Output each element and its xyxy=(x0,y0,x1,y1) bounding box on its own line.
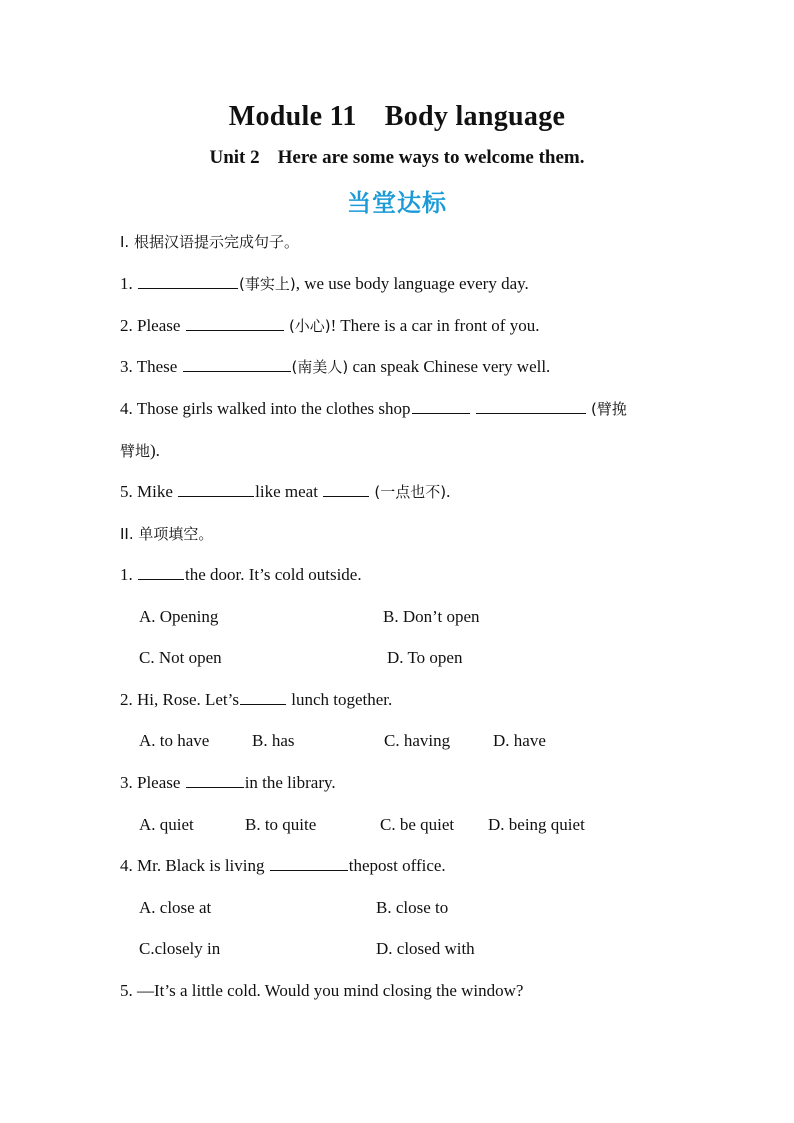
option-a[interactable]: A. close at xyxy=(139,898,212,917)
section1-heading: I. 根据汉语提示完成句子。 xyxy=(120,233,299,251)
option-c[interactable]: C.closely in xyxy=(139,939,221,958)
unit-subtitle xyxy=(0,147,794,169)
module-title: Body language xyxy=(384,101,566,132)
s2-question-1: 1. the door. It’s cold outside. xyxy=(120,565,362,584)
s2-question-5: 5. —It’s a little cold. Would you mind closing the window? xyxy=(120,981,524,1000)
answer-blank[interactable] xyxy=(240,689,286,705)
answer-blank[interactable] xyxy=(476,398,586,414)
option-b[interactable]: B. Don’t open xyxy=(383,607,480,626)
s1-question-1: 1. (事实上), we use body language every day. xyxy=(120,274,529,293)
option-c[interactable]: C. having xyxy=(384,731,451,750)
option-c[interactable]: C. be quiet xyxy=(380,815,455,834)
page-title xyxy=(0,101,794,133)
option-a[interactable]: A. Opening xyxy=(139,607,219,626)
answer-blank[interactable] xyxy=(178,481,254,497)
s1-question-2: 2. Please (小心)! There is a car in front of you. xyxy=(120,316,540,335)
section-banner: 当堂达标 xyxy=(347,189,447,217)
s1-question-4: 4. Those girls walked into the clothes shop (臂挽 xyxy=(120,399,627,418)
answer-blank[interactable] xyxy=(138,564,184,580)
s2-question-3: 3. Please in the library. xyxy=(120,773,336,792)
answer-blank[interactable] xyxy=(183,356,291,372)
answer-blank[interactable] xyxy=(323,481,369,497)
answer-blank[interactable] xyxy=(186,772,244,788)
option-d[interactable]: D. have xyxy=(493,731,546,750)
option-d[interactable]: D. being quiet xyxy=(488,815,585,834)
module-number: Module 11 xyxy=(228,101,357,132)
option-b[interactable]: B. has xyxy=(252,731,295,750)
answer-blank[interactable] xyxy=(270,855,348,871)
answer-blank[interactable] xyxy=(412,398,470,414)
s2-question-2: 2. Hi, Rose. Let’s lunch together. xyxy=(120,690,393,709)
unit-number: Unit 2 xyxy=(209,147,260,168)
s1-question-3: 3. These (南美人) can speak Chinese very well. xyxy=(120,357,551,376)
option-a[interactable]: A. quiet xyxy=(139,815,194,834)
option-d[interactable]: D. To open xyxy=(387,648,463,667)
option-b[interactable]: B. to quite xyxy=(245,815,317,834)
option-a[interactable]: A. to have xyxy=(139,731,210,750)
unit-title: Here are some ways to welcome them. xyxy=(277,147,585,168)
s2-question-4: 4. Mr. Black is living thepost office. xyxy=(120,856,446,875)
option-d[interactable]: D. closed with xyxy=(376,939,475,958)
answer-blank[interactable] xyxy=(186,315,284,331)
option-c[interactable]: C. Not open xyxy=(139,648,222,667)
s1-question-4-cont: 臂地). xyxy=(120,441,160,460)
section2-heading: II. 单项填空。 xyxy=(120,525,214,543)
s1-question-5: 5. Mike like meat (一点也不). xyxy=(120,482,451,501)
option-b[interactable]: B. close to xyxy=(376,898,449,917)
answer-blank[interactable] xyxy=(138,273,238,289)
